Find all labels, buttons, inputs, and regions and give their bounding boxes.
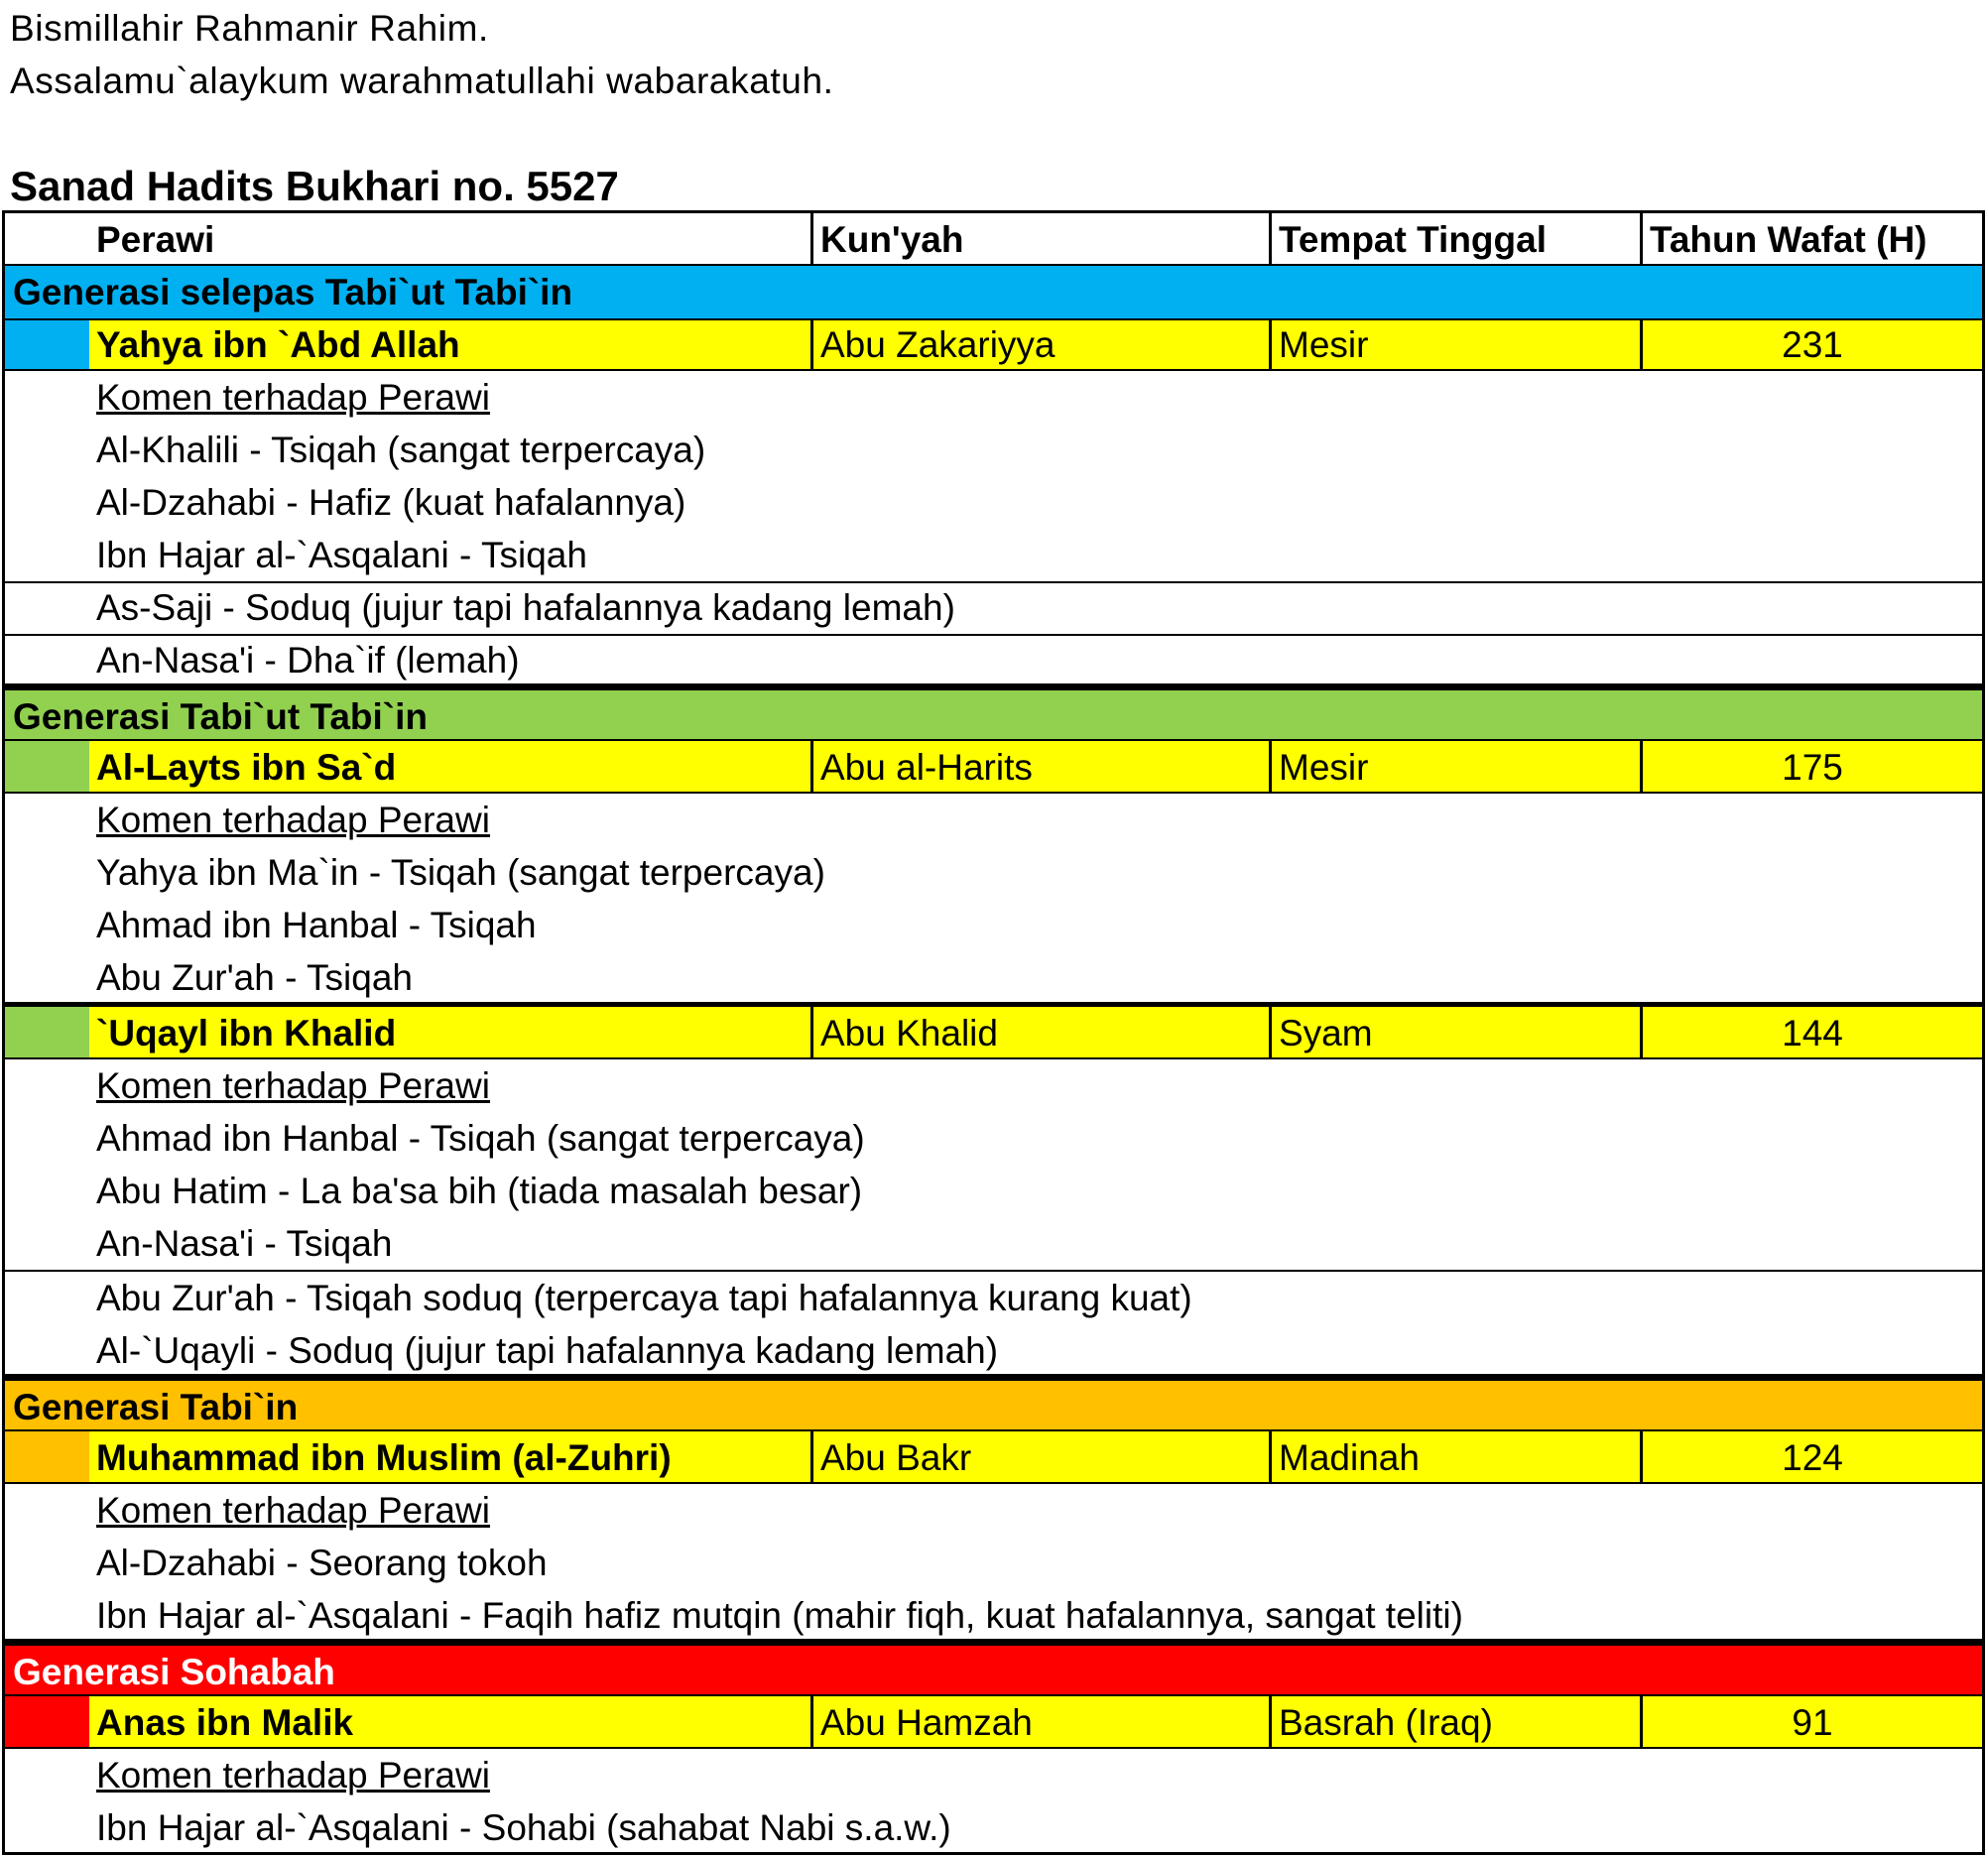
narrator-name: `Uqayl ibn Khalid: [89, 1007, 810, 1057]
comment-heading-text: Komen terhadap Perawi: [96, 377, 490, 418]
comment-heading-text: Komen terhadap Perawi: [96, 1755, 490, 1795]
generation-label: Generasi Sohabah: [13, 1652, 335, 1692]
narrator-name: Yahya ibn `Abd Allah: [89, 318, 810, 371]
generation-color-marker: [5, 1007, 89, 1057]
comment-line: [5, 476, 1982, 529]
generation-header: [5, 1646, 1982, 1696]
comment-text: Al-Dzahabi - Seorang tokoh: [96, 1543, 548, 1583]
generation-label: Generasi Tabi`ut Tabi`in: [13, 696, 429, 737]
greeting-line-1: Bismillahir Rahmanir Rahim.: [10, 8, 489, 49]
column-header-perawi: Perawi: [96, 219, 215, 260]
comment-heading: [5, 371, 1982, 424]
generation-label: Generasi Tabi`in: [13, 1387, 299, 1427]
generation-color-marker: [5, 741, 89, 792]
section-divider: [5, 1374, 1982, 1381]
narrator-name: Anas ibn Malik: [89, 1696, 810, 1747]
section-divider: [5, 683, 1982, 690]
comment-text: An-Nasa'i - Tsiqah: [96, 1223, 393, 1264]
narrator-kunyah: Abu Bakr: [810, 1431, 1269, 1482]
sanad-table: [2, 210, 1985, 1855]
comment-heading-text: Komen terhadap Perawi: [96, 800, 490, 840]
comment-text: Abu Hatim - La ba'sa bih (tiada masalah besar): [96, 1171, 863, 1211]
comment-line: [5, 634, 1982, 686]
narrator-name: Muhammad ibn Muslim (al-Zuhri): [89, 1431, 810, 1482]
generation-color-marker: [5, 318, 89, 371]
comment-text: Al-Dzahabi - Hafiz (kuat hafalannya): [96, 482, 686, 523]
comment-line: [5, 1272, 1982, 1324]
generation-header: [5, 690, 1982, 741]
comment-line: [5, 951, 1982, 1004]
generation-header: [5, 1381, 1982, 1431]
comment-line: [5, 846, 1982, 899]
comment-text: Al-`Uqayli - Soduq (jujur tapi hafalannya kadang lemah): [96, 1330, 999, 1371]
narrator-row: [5, 741, 1982, 792]
comment-text: Al-Khalili - Tsiqah (sangat terpercaya): [96, 430, 706, 470]
generation-color-marker: [5, 1696, 89, 1747]
comment-text: Ibn Hajar al-`Asqalani - Sohabi (sahabat Nabi s.a.w.): [96, 1807, 951, 1848]
narrator-tahun-wafat: 144: [1640, 1007, 1982, 1057]
comment-line: [5, 529, 1982, 581]
comment-line: [5, 1801, 1982, 1854]
comment-heading: [5, 1059, 1982, 1112]
narrator-tempat-tinggal: Madinah: [1269, 1431, 1640, 1482]
generation-header: [5, 266, 1982, 318]
narrator-tahun-wafat: 231: [1640, 318, 1982, 371]
comment-line: [5, 1165, 1982, 1217]
narrator-row: [5, 318, 1982, 371]
comment-heading: [5, 1749, 1982, 1801]
comment-text: An-Nasa'i - Dha`if (lemah): [96, 640, 520, 681]
column-header-tempat-tinggal: Tempat Tinggal: [1269, 213, 1640, 266]
comment-text: As-Saji - Soduq (jujur tapi hafalannya kadang lemah): [96, 587, 955, 628]
divider: [5, 318, 1982, 320]
narrator-tahun-wafat: 91: [1640, 1696, 1982, 1747]
narrator-row: [5, 1431, 1982, 1482]
table-header-row: [5, 213, 1982, 266]
narrator-tempat-tinggal: Mesir: [1269, 318, 1640, 371]
generation-label: Generasi selepas Tabi`ut Tabi`in: [13, 272, 573, 312]
narrator-kunyah: Abu al-Harits: [810, 741, 1269, 792]
comment-line: [5, 1324, 1982, 1377]
comment-line: [5, 1112, 1982, 1165]
comment-text: Ahmad ibn Hanbal - Tsiqah: [96, 905, 537, 945]
narrator-name: Al-Layts ibn Sa`d: [89, 741, 810, 792]
narrator-tempat-tinggal: Basrah (Iraq): [1269, 1696, 1640, 1747]
comment-heading: [5, 794, 1982, 846]
comment-line: [5, 1217, 1982, 1270]
page-title: Sanad Hadits Bukhari no. 5527: [10, 163, 619, 209]
comment-line: [5, 1537, 1982, 1589]
comment-text: Abu Zur'ah - Tsiqah soduq (terpercaya tapi hafalannya kurang kuat): [96, 1278, 1192, 1318]
narrator-kunyah: Abu Hamzah: [810, 1696, 1269, 1747]
greeting-line-2: Assalamu`alaykum warahmatullahi wabarakatuh.: [10, 61, 834, 101]
comment-heading: [5, 1484, 1982, 1537]
comment-heading-text: Komen terhadap Perawi: [96, 1490, 490, 1531]
narrator-row: [5, 1696, 1982, 1747]
column-header-tahun-wafat: Tahun Wafat (H): [1640, 213, 1982, 266]
narrator-kunyah: Abu Khalid: [810, 1007, 1269, 1057]
comment-heading-text: Komen terhadap Perawi: [96, 1065, 490, 1106]
comment-text: Yahya ibn Ma`in - Tsiqah (sangat terpercaya): [96, 852, 825, 893]
narrator-row: [5, 1007, 1982, 1057]
comment-text: Abu Zur'ah - Tsiqah: [96, 957, 413, 998]
generation-color-marker: [5, 1431, 89, 1482]
comment-text: Ibn Hajar al-`Asqalani - Faqih hafiz mutqin (mahir fiqh, kuat hafalannya, sangat teliti): [96, 1595, 1463, 1636]
narrator-tempat-tinggal: Syam: [1269, 1007, 1640, 1057]
section-divider: [5, 1639, 1982, 1646]
narrator-kunyah: Abu Zakariyya: [810, 318, 1269, 371]
column-header-kunyah: Kun'yah: [810, 213, 1269, 266]
comment-text: Ahmad ibn Hanbal - Tsiqah (sangat terpercaya): [96, 1118, 865, 1159]
comment-line: [5, 899, 1982, 951]
narrator-tahun-wafat: 175: [1640, 741, 1982, 792]
narrator-tempat-tinggal: Mesir: [1269, 741, 1640, 792]
comment-line: [5, 1589, 1982, 1642]
narrator-tahun-wafat: 124: [1640, 1431, 1982, 1482]
comment-line: [5, 581, 1982, 634]
comment-text: Ibn Hajar al-`Asqalani - Tsiqah: [96, 535, 587, 575]
comment-line: [5, 424, 1982, 476]
